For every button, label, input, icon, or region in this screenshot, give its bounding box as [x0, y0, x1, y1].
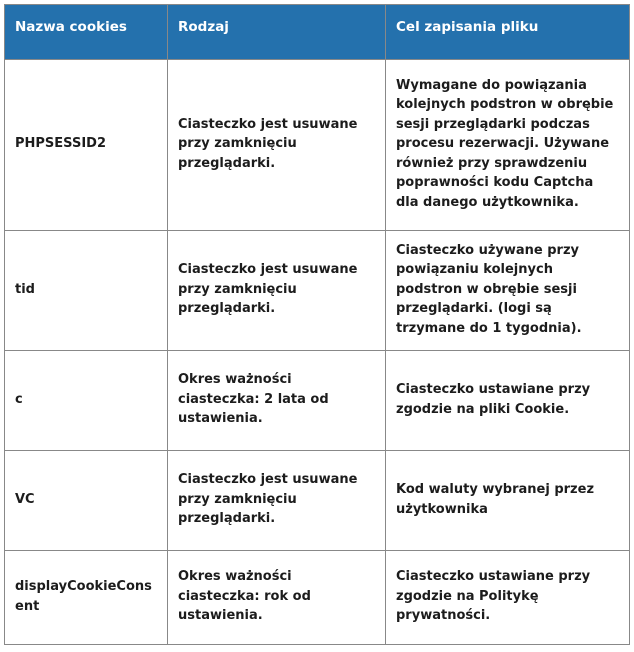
- cell-cookie-name: displayCookieConsent: [5, 551, 168, 645]
- table-row: [5, 351, 630, 451]
- cell-cookie-name: c: [5, 351, 168, 451]
- column-header-rodzaj: Rodzaj: [168, 5, 386, 60]
- cell-cookie-name: VC: [5, 451, 168, 551]
- cell-cookie-purpose: Wymagane do powiązania kolejnych podstron w obrębie sesji przeglądarki podczas procesu rezerwacji. Używane również przy sprawdzeniu poprawności kodu Captcha dla danego użytkownika.: [386, 60, 630, 231]
- cell-cookie-name: tid: [5, 231, 168, 351]
- cell-cookie-purpose: Ciasteczko ustawiane przy zgodzie na pliki Cookie.: [386, 351, 630, 451]
- cell-cookie-purpose: Ciasteczko ustawiane przy zgodzie na Politykę prywatności.: [386, 551, 630, 645]
- cell-cookie-type: Okres ważności ciasteczka: rok od ustawienia.: [168, 551, 386, 645]
- table-body: [5, 60, 630, 645]
- table-row: [5, 60, 630, 231]
- table-row: [5, 551, 630, 645]
- cookies-table: [4, 4, 630, 645]
- cell-cookie-purpose: Ciasteczko używane przy powiązaniu kolejnych podstron w obrębie sesji przeglądarki. (logi są trzymane do 1 tygodnia).: [386, 231, 630, 351]
- cell-cookie-purpose: Kod waluty wybranej przez użytkownika: [386, 451, 630, 551]
- cell-cookie-type: Ciasteczko jest usuwane przy zamknięciu przeglądarki.: [168, 60, 386, 231]
- cell-cookie-type: Okres ważności ciasteczka: 2 lata od ustawienia.: [168, 351, 386, 451]
- table-row: [5, 231, 630, 351]
- cell-cookie-name: PHPSESSID2: [5, 60, 168, 231]
- table-row: [5, 451, 630, 551]
- column-header-nazwa-cookies: Nazwa cookies: [5, 5, 168, 60]
- header-row: [5, 5, 630, 60]
- cell-cookie-type: Ciasteczko jest usuwane przy zamknięciu przeglądarki.: [168, 451, 386, 551]
- table-header: [5, 5, 630, 60]
- cell-cookie-type: Ciasteczko jest usuwane przy zamknięciu przeglądarki.: [168, 231, 386, 351]
- column-header-cel-zapisania-pliku: Cel zapisania pliku: [386, 5, 630, 60]
